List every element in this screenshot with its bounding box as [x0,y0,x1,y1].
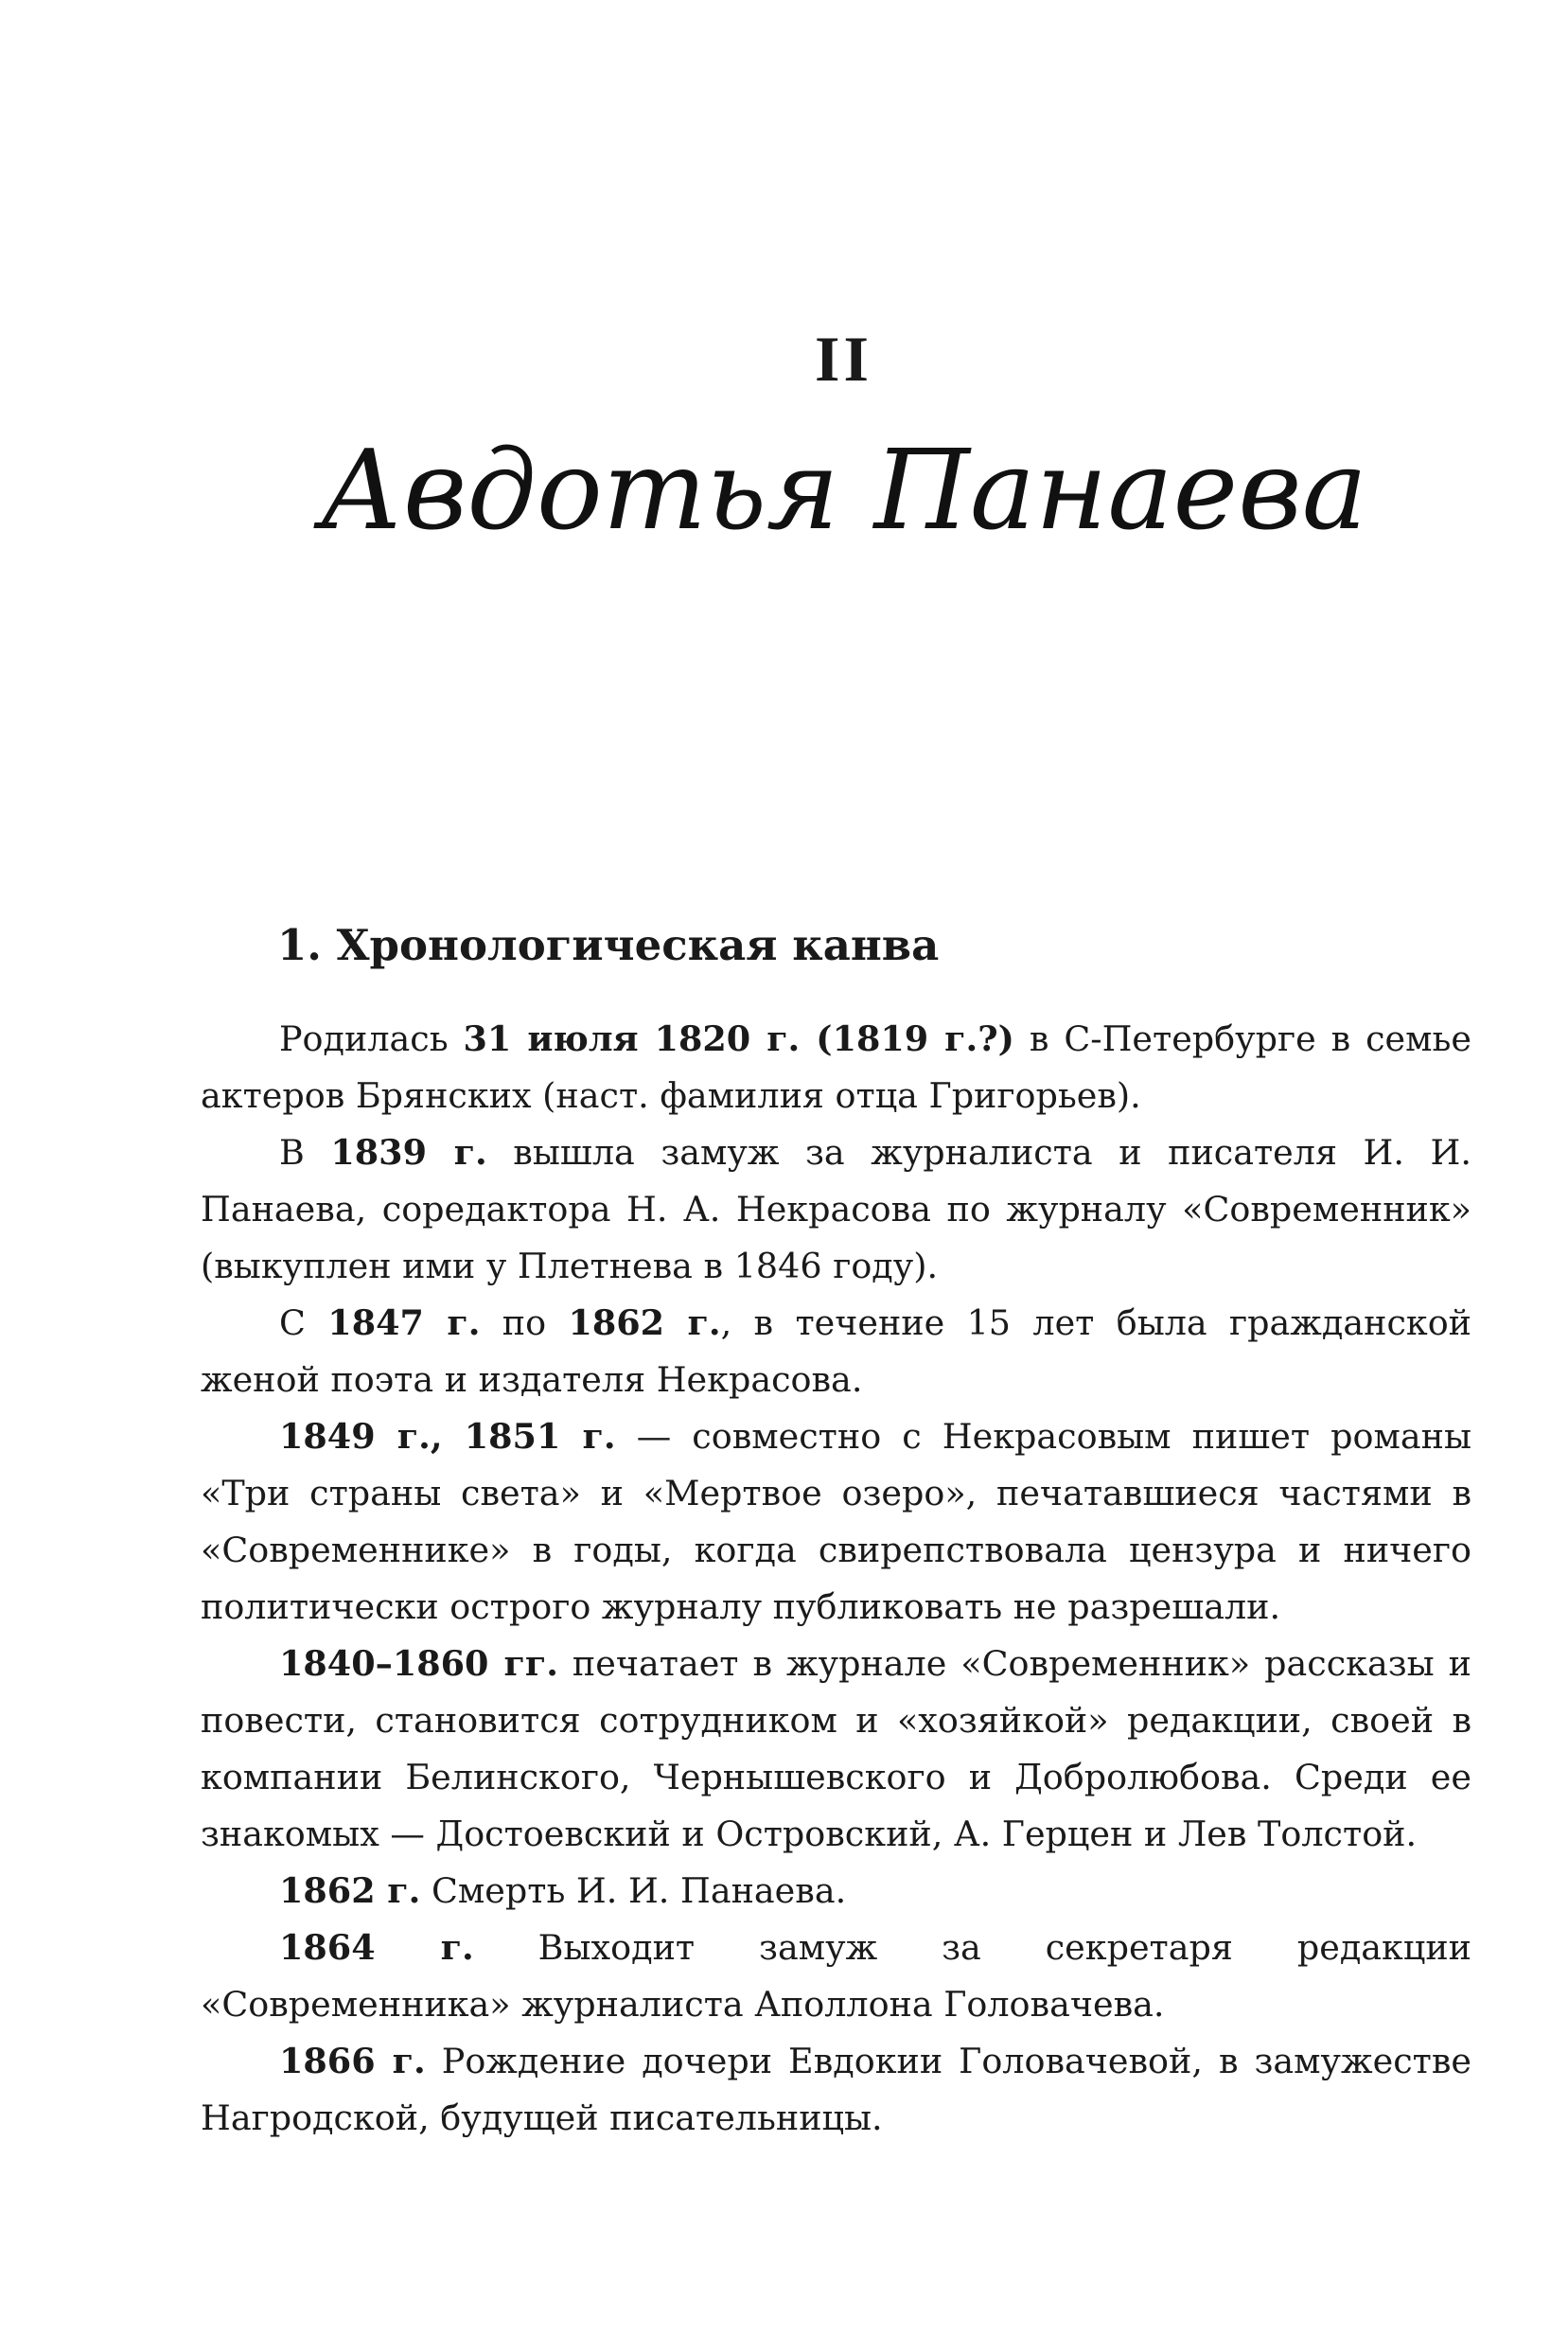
paragraph-text: Выходит замуж за секретаря редакции «Современника» журналиста Аполлона Головачева. [201,1927,1471,2025]
paragraph-1866 [201,2033,1471,2147]
paragraph-date: 1862 г. [568,1302,721,1343]
paragraph-date: 1839 г. [330,1132,487,1173]
part-title: Авдотья Панаева [320,427,1367,555]
paragraph-marriage-1839 [201,1124,1471,1295]
paragraph-date: 1849 г., 1851 г. [279,1416,616,1457]
paragraph-1864 [201,1920,1471,2033]
paragraph-lead: Родилась [279,1018,464,1059]
paragraph-novels [201,1408,1471,1636]
paragraph-text: в С-Петербурге в семье актеров Брянских (наст. фамилия отца Григорьев). [201,1018,1472,1116]
paragraph-date: 1847 г. [327,1302,481,1343]
paragraph-date: 1840–1860 гг. [279,1643,558,1684]
paragraph-date: 1862 г. [279,1870,421,1911]
paragraph-text: по [480,1302,569,1343]
paragraph-date: 1864 г. [279,1927,474,1968]
paragraph-text: , в течение 15 лет была гражданской женой поэта и издателя Некрасова. [201,1302,1472,1400]
paragraph-lead: В [279,1132,331,1173]
paragraph-text: печатает в журнале «Современник» рассказы и повести, становится сотрудником и «хозяйкой» редакции, своей в компании Белинского, Чернышевского и Добролюбова. Среди ее знакомых — Достоевский и Островский, А. Герцен и Лев Толстой. [201,1643,1471,1854]
paragraph-text: Рождение дочери Евдокии Головачевой, в замужестве Нагродской, будущей писательницы. [201,2041,1471,2138]
part-number: II [815,323,872,395]
paragraph-text: — совместно с Некрасовым пишет романы «Три страны света» и «Мертвое озеро», печатавшиеся частями в «Современнике» в годы, когда свирепствовала цензура и ничего политически острого журналу публиковать не разрешали. [201,1416,1471,1627]
paragraph-text: вышла замуж за журналиста и писателя И. И. Панаева, соредактора Н. А. Некрасова по журналу «Современник» (выкуплен ими у Плетнева в 1846 году). [201,1132,1471,1286]
paragraph-date: 31 июля 1820 г. (1819 г.?) [463,1018,1014,1059]
chronology-text [201,1011,1471,2147]
paragraph-date: 1866 г. [279,2041,426,2081]
paragraph-text: Смерть И. И. Панаева. [420,1870,847,1911]
section-heading: 1. Хронологическая канва [277,920,940,970]
paragraph-1847-1862 [201,1295,1471,1408]
paragraph-1862 [201,1863,1471,1920]
paragraph-sovremennik [201,1636,1471,1863]
paragraph-birth [201,1011,1471,1124]
paragraph-lead: С [279,1302,328,1343]
